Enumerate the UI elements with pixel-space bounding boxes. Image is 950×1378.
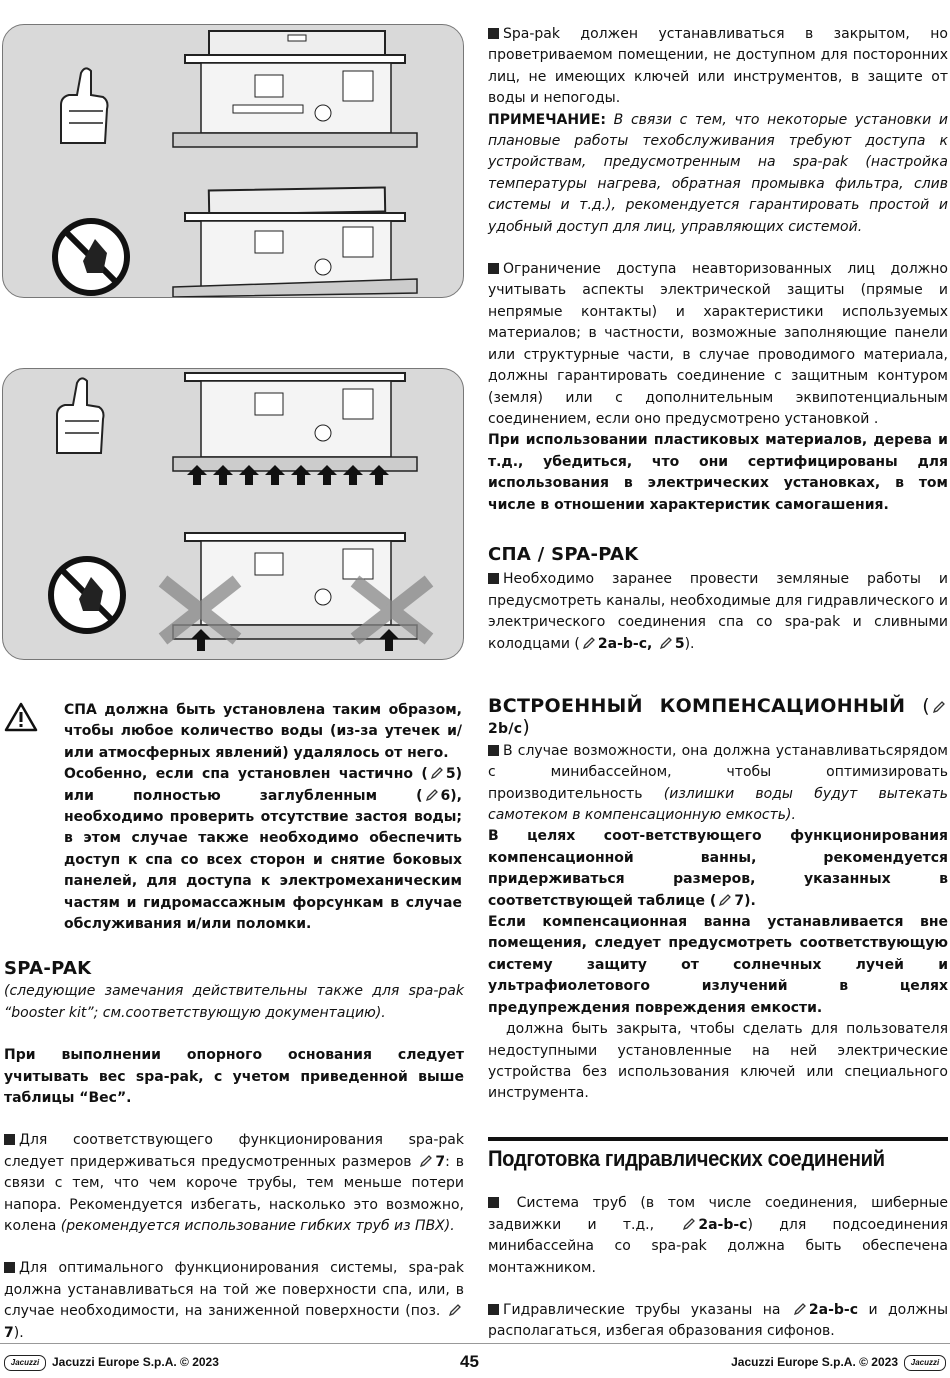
footer-rule [0,1343,950,1344]
intro-paragraph: Spa-pak должен устанавливаться в закрытом, но проветриваемом помещении, не доступном для посторонних лиц, не имеющих ключей или инструментов, в защите от воды и непогоды. [488,26,948,107]
pencil-icon [682,1217,696,1231]
figure-support [2,368,464,660]
hydraulic-section-title: Подготовка гидравлических соединений [488,1146,885,1171]
figure-leveling [2,24,464,298]
compensation-section [488,696,948,1105]
hydraulic-paragraph-2: Гидравлические трубы указаны на 2a-b-c и должны располагаться, избегая образования сифонов. [488,1302,948,1340]
bullet-square-icon [488,28,499,39]
spa-section [488,544,948,655]
pencil-icon [582,636,596,650]
compensation-section-title: ВСТРОЕННЫЙ КОМПЕНСАЦИОННЫЙ (2b/c) [488,696,948,741]
footer-copyright-right: Jacuzzi Europe S.p.A. © 2023 [731,1355,898,1370]
compensation-paragraph-2: В целях соот-ветствующего функционирования компенсационной ванны, рекомендуется придерживаться размеров, указанных в соответствующей таблице ( 7). [488,828,948,909]
bullet-square-icon [488,745,499,756]
spapak-section-title: SPA-PAK [4,958,92,979]
jacuzzi-logo: Jacuzzi [904,1355,946,1371]
leveling-illustration [3,25,463,297]
prohibited-hand-icon [55,221,127,293]
note-paragraph: ПРИМЕЧАНИЕ: В связи с тем, что некоторые установки и плановые работы техобслуживания требуют доступа к устройствам, предусмотренным на spa-pak (настройка температуры нагрева, обратная промывка фильтра, слив системы и т.д.), рекомендуется гарантировать простой и удобный доступ для лиц, управляющих системой. [488,111,949,235]
thumbs-up-icon [61,68,108,143]
spapak-dimensions-paragraph: Для соответствующего функционирования spa-pak следует придерживаться предусмотренных размеров 7: в связи с тем, что чем короче трубы, тем меньше потери напора. Рекомендуется избегать, насколько это возможно, колена (рекомендуется использование гибких труб из ПВХ). [4,1132,464,1235]
pencil-icon [419,1154,433,1168]
compensation-paragraph-3: Если компенсационная ванна устанавливается вне помещения, следует предусмотреть соответствующую систему защиту от солнечных лучей и ультрафиолетового излучений в целях предупреждения повреждения емкости. [488,914,948,1016]
hydraulic-section [488,1148,948,1343]
bullet-square-icon [4,1134,15,1145]
bullet-square-icon [488,1304,499,1315]
pencil-icon [793,1302,807,1316]
spapak-section [4,958,464,1344]
pencil-icon [932,700,946,714]
materials-paragraph: При использовании пластиковых материалов, дерева и т.д., убедиться, что они сертифицированы для использования в электрических установках, в том числе в отношении характеристик самогашения. [488,432,948,513]
jacuzzi-logo: Jacuzzi [4,1355,46,1371]
section-divider [488,1137,948,1141]
pencil-icon [425,788,439,802]
page-number: 45 [460,1352,479,1371]
bullet-square-icon [4,1262,15,1273]
compensation-paragraph-4: должна быть закрыта, чтобы сделать для пользователя недоступными установленные на ней электрические устройства без использования ключей или специального инструмента. [488,1021,948,1102]
spa-section-text: Необходимо заранее провести земляные работы и предусмотреть каналы, необходимые для гидравлического и электрического соединения спа со spa-pak и сливными колодцами ( 2a-b-c, 5). [488,571,948,652]
warning-paragraph-1: СПА должна быть установлена таким образом, чтобы любое количество воды (из-за утечек и/или атмосферных явлений) удалялось от него. [64,702,462,761]
hydraulic-paragraph-1: Система труб (в том числе соединения, шиберные задвижки и т.д., 2a-b-c) для подсоединения минибассейна со spa-pak должна быть обеспечена монтажником. [488,1195,949,1276]
bullet-square-icon [488,1197,499,1208]
right-top-text [488,24,948,516]
spapak-surface-paragraph: Для оптимального функционирования системы, spa-pak должна устанавливаться на той же поверхности спа, или, в случае необходимости, на заниженной поверхности (поз. 7). [4,1260,464,1341]
electrical-paragraph: Ограничение доступа неавторизованных лиц должно учитывать аспекты электрической защиты (прямые и непрямые контакты) и характеристики используемых материалов; в частности, возможные заполняющие панели или структурные части, в случае проводимого материала, должны гарантировать соединение с защитным контуром (земля) или с дополнительным эквипотенциальным соединением, если оно предусмотрено установкой . [488,261,948,427]
footer-left [4,1355,219,1371]
warning-paragraph-2: Особенно, если спа установлен частично ( 5) или полностью заглубленным ( 6), необходимо проверить отсутствие застоя воды; в этом случае также необходимо обеспечить доступ к спа со всех сторон и снятие боковых панелей, для доступа к электромеханическим частям и гидромассажным форсункам в случае обслуживания и/или поломки. [64,766,462,933]
spapak-subtitle: (следующие замечания действительны также для spa-pak “booster kit”; см.соответствующую документацию). [4,983,464,1021]
support-illustration [3,369,463,659]
prohibited-hand-icon [51,559,123,631]
footer-right [731,1355,946,1371]
spa-section-title: СПА / SPA-PAK [488,544,639,565]
spapak-weight-paragraph: При выполнении опорного основания следует учитывать вес spa-pak, с учетом приведенной выше таблицы “Вес”. [4,1047,464,1107]
warning-icon [4,702,38,736]
compensation-paragraph-1: В случае возможности, она должна устанавливатьсярядом с минибассейном, чтобы оптимизировать производительность (излишки воды будут вытекать самотеком в компенсационную емкость). [488,742,948,824]
pencil-icon [448,1303,462,1317]
footer-copyright-left: Jacuzzi Europe S.p.A. © 2023 [52,1355,219,1370]
bullet-square-icon [488,263,499,274]
pencil-icon [718,893,732,907]
pencil-icon [659,636,673,650]
bullet-square-icon [488,573,499,584]
warning-text [64,700,462,935]
pencil-icon [430,766,444,780]
thumbs-up-icon [57,378,104,453]
